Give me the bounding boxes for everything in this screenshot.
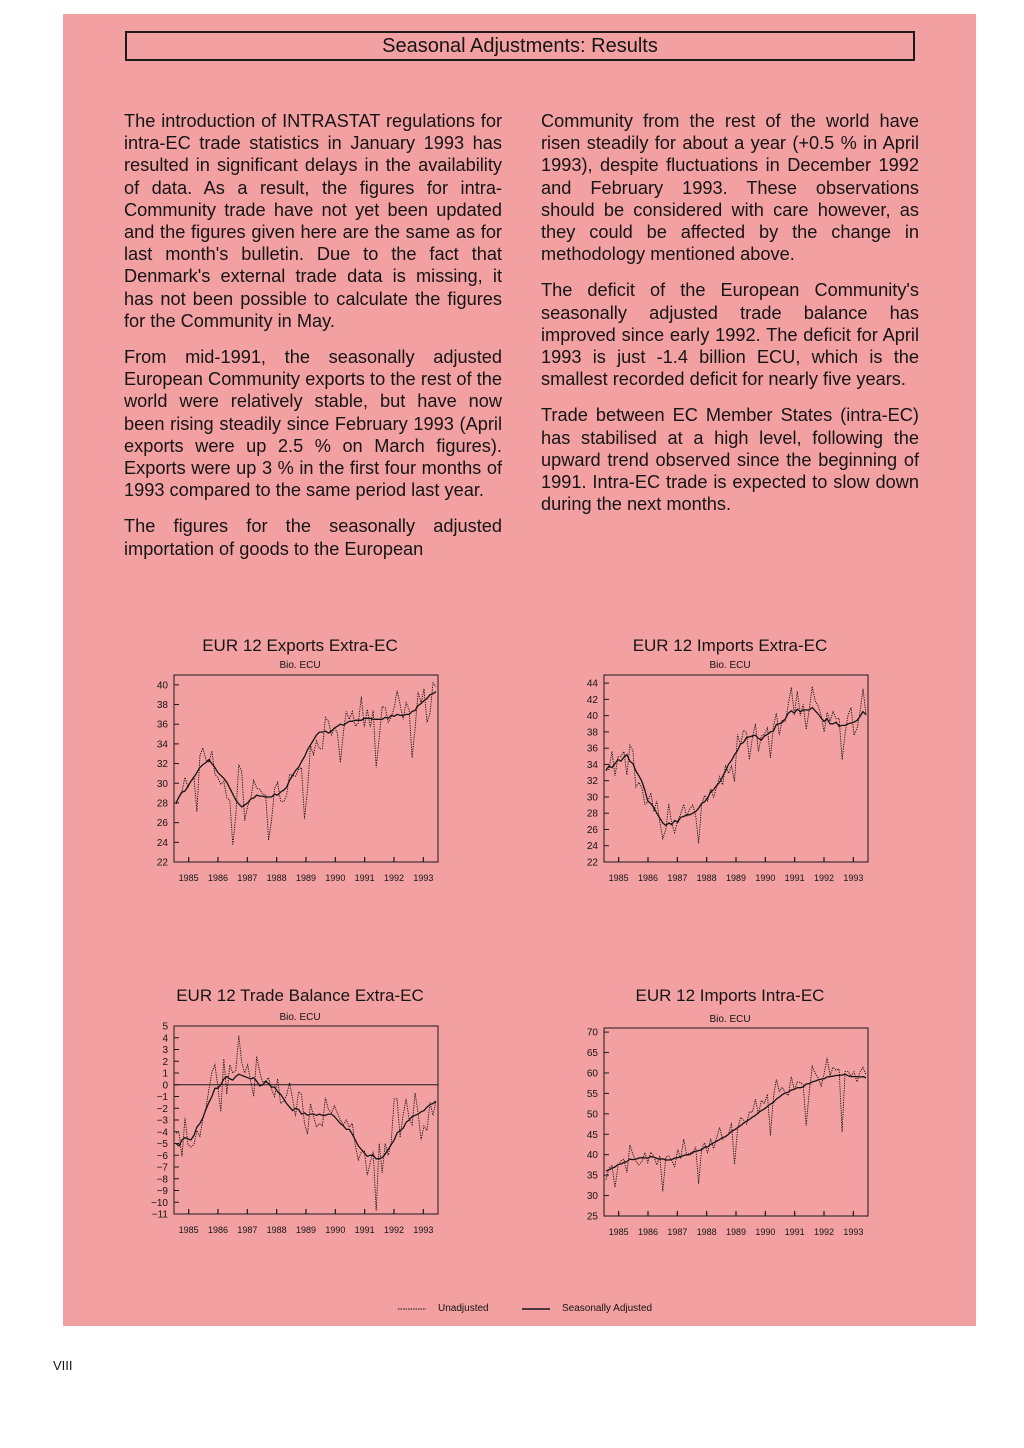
y-tick-label: 26 <box>156 818 168 830</box>
paragraph: Community from the rest of the world have risen steadily for about a year (+0.5 % in April 1993), despite fluctuations in December 1992 and February 1993. These observations should be considered with care however, as they could be affected by the change in methodology mentioned above. <box>541 111 919 265</box>
x-tick-label: 1986 <box>207 1225 229 1235</box>
y-tick-label: −5 <box>156 1139 168 1150</box>
chart-imports-extra-ec <box>570 632 890 887</box>
text-column-left <box>124 110 502 574</box>
unadjusted-series-line <box>176 683 436 845</box>
x-tick-label: 1986 <box>637 873 659 883</box>
y-tick-label: 30 <box>156 778 168 790</box>
x-tick-label: 1990 <box>755 873 776 883</box>
x-tick-label: 1993 <box>843 873 864 883</box>
y-tick-label: 22 <box>586 857 598 869</box>
dotted-line-swatch <box>398 1306 426 1312</box>
y-tick-label: 35 <box>586 1170 598 1182</box>
plot-frame <box>604 675 868 862</box>
y-tick-label: 38 <box>586 727 598 739</box>
y-tick-label: 42 <box>586 694 598 706</box>
chart-title: EUR 12 Imports Extra-EC <box>632 636 828 655</box>
x-tick-label: 1990 <box>755 1227 776 1237</box>
y-tick-label: 1 <box>162 1068 168 1080</box>
x-tick-label: 1988 <box>696 1227 717 1237</box>
y-tick-label: 36 <box>586 743 598 755</box>
x-tick-label: 1992 <box>813 1227 835 1237</box>
y-tick-label: 28 <box>586 808 598 820</box>
y-tick-label: 38 <box>156 700 168 712</box>
page-title-text: Seasonal Adjustments: Results <box>382 34 658 57</box>
x-tick-label: 1993 <box>843 1227 864 1237</box>
x-tick-label: 1993 <box>413 873 434 883</box>
x-tick-label: 1991 <box>784 873 805 883</box>
y-tick-label: 22 <box>156 857 168 869</box>
y-tick-label: −2 <box>156 1103 168 1115</box>
y-tick-label: 70 <box>586 1027 598 1039</box>
x-tick-label: 1988 <box>266 873 287 883</box>
chart-imports-intra-ec <box>570 982 890 1242</box>
y-tick-label: −9 <box>156 1186 168 1197</box>
x-tick-label: 1991 <box>354 873 375 883</box>
y-tick-label: 65 <box>586 1048 598 1060</box>
x-tick-label: 1991 <box>784 1227 805 1237</box>
chart-plot <box>140 632 460 887</box>
y-tick-label: 4 <box>162 1033 168 1045</box>
y-tick-label: 40 <box>586 1150 598 1162</box>
seasonally-adjusted-series-line <box>176 692 436 807</box>
chart-unit-label: Bio. ECU <box>709 1014 751 1025</box>
y-tick-label: −7 <box>156 1162 168 1174</box>
x-tick-label: 1991 <box>354 1225 375 1235</box>
chart-title: EUR 12 Exports Extra-EC <box>202 636 398 655</box>
seasonally-adjusted-series-line <box>176 1074 436 1159</box>
x-tick-label: 1990 <box>325 1225 346 1235</box>
y-tick-label: −11 <box>151 1209 168 1221</box>
y-tick-label: −10 <box>151 1197 168 1209</box>
solid-line-swatch <box>522 1306 550 1312</box>
x-tick-label: 1985 <box>178 873 199 883</box>
y-tick-label: 24 <box>156 837 168 849</box>
chart-unit-label: Bio. ECU <box>279 660 321 671</box>
x-tick-label: 1988 <box>266 1225 287 1235</box>
chart-trade-balance-extra-ec <box>140 982 460 1242</box>
chart-plot <box>140 982 460 1242</box>
y-tick-label: 30 <box>586 792 598 804</box>
y-tick-label: 40 <box>586 711 598 723</box>
seasonally-adjusted-series-line <box>606 1074 866 1171</box>
x-tick-label: 1985 <box>608 873 629 883</box>
x-tick-label: 1987 <box>667 873 688 883</box>
chart-plot <box>570 982 890 1242</box>
y-tick-label: −4 <box>156 1127 168 1139</box>
x-tick-label: 1987 <box>237 873 258 883</box>
x-tick-label: 1989 <box>295 1225 317 1235</box>
y-tick-label: −6 <box>156 1150 168 1162</box>
chart-exports-extra-ec <box>140 632 460 887</box>
chart-legend <box>398 1299 698 1319</box>
y-tick-label: 34 <box>586 759 598 771</box>
chart-plot <box>570 632 890 887</box>
y-tick-label: 5 <box>162 1021 168 1033</box>
x-tick-label: 1989 <box>295 873 317 883</box>
unadjusted-series-line <box>176 1035 436 1210</box>
y-tick-label: 40 <box>156 680 168 692</box>
paragraph: From mid-1991, the seasonally adjusted European Community exports to the rest of the world were relatively stable, but have now been rising steadily since February 1993 (April exports were up 2.5 % on March figures). Exports were up 3 % in the first four months of 1993 compared to the same period last year. <box>124 347 502 501</box>
paragraph: Trade between EC Member States (intra-EC) has stabilised at a high level, following the upward trend observed since the beginning of 1991. Intra-EC trade is expected to slow down during the next months. <box>541 405 919 515</box>
y-tick-label: −1 <box>156 1092 168 1103</box>
x-tick-label: 1985 <box>608 1227 629 1237</box>
seasonally-adjusted-series-line <box>606 708 866 826</box>
y-tick-label: 26 <box>586 824 598 836</box>
x-tick-label: 1989 <box>725 873 747 883</box>
y-tick-label: −8 <box>156 1174 168 1186</box>
x-tick-label: 1992 <box>383 873 405 883</box>
y-tick-label: 36 <box>156 719 168 731</box>
x-tick-label: 1986 <box>637 1227 659 1237</box>
x-tick-label: 1990 <box>325 873 346 883</box>
x-tick-label: 1993 <box>413 1225 434 1235</box>
chart-unit-label: Bio. ECU <box>279 1012 321 1023</box>
y-tick-label: 45 <box>586 1129 598 1141</box>
y-tick-label: 44 <box>586 678 598 690</box>
y-tick-label: 34 <box>156 739 168 751</box>
y-tick-label: 32 <box>586 776 598 788</box>
unadjusted-series-line <box>606 686 866 843</box>
paragraph: The deficit of the European Community's seasonally adjusted trade balance has improved since early 1992. The deficit for April 1993 is just -1.4 billion ECU, which is the smallest recorded deficit for nearly five years. <box>541 280 919 390</box>
paragraph: The figures for the seasonally adjusted importation of goods to the European <box>124 516 502 559</box>
chart-unit-label: Bio. ECU <box>709 660 751 671</box>
x-tick-label: 1985 <box>178 1225 199 1235</box>
y-tick-label: −3 <box>156 1115 168 1127</box>
chart-title: EUR 12 Imports Intra-EC <box>635 986 825 1005</box>
text-column-right <box>541 110 919 529</box>
x-tick-label: 1988 <box>696 873 717 883</box>
y-tick-label: 55 <box>586 1088 598 1100</box>
y-tick-label: 2 <box>162 1056 168 1068</box>
legend-item-unadjusted <box>398 1303 489 1314</box>
legend-label: Seasonally Adjusted <box>562 1303 653 1314</box>
y-tick-label: 3 <box>162 1045 168 1056</box>
x-tick-label: 1986 <box>207 873 229 883</box>
x-tick-label: 1989 <box>725 1227 747 1237</box>
legend-label: Unadjusted <box>438 1303 489 1314</box>
plot-frame <box>174 675 438 862</box>
page-title <box>125 31 915 61</box>
x-tick-label: 1987 <box>237 1225 258 1235</box>
paragraph: The introduction of INTRASTAT regulations for intra-EC trade statistics in January 1993 has resulted in significant delays in the availability of data. As a result, the figures for intra-Community trade have not yet been updated and the figures given here are the same as for last month's bulletin. Due to the fact that Denmark's external trade data is missing, it has not been possible to calculate the figures for the Community in May. <box>124 111 502 331</box>
x-tick-label: 1992 <box>813 873 835 883</box>
x-tick-label: 1992 <box>383 1225 405 1235</box>
y-tick-label: 25 <box>586 1211 598 1223</box>
y-tick-label: 30 <box>586 1191 598 1203</box>
y-tick-label: 24 <box>586 841 598 853</box>
y-tick-label: 32 <box>156 759 168 771</box>
y-tick-label: 0 <box>162 1080 168 1092</box>
chart-title: EUR 12 Trade Balance Extra-EC <box>176 986 424 1005</box>
y-tick-label: 60 <box>586 1068 598 1080</box>
page-number: VIII <box>53 1358 73 1373</box>
legend-item-seasonally-adjusted <box>522 1303 652 1314</box>
x-tick-label: 1987 <box>667 1227 688 1237</box>
y-tick-label: 50 <box>586 1109 598 1121</box>
y-tick-label: 28 <box>156 798 168 810</box>
plot-frame <box>604 1028 868 1216</box>
